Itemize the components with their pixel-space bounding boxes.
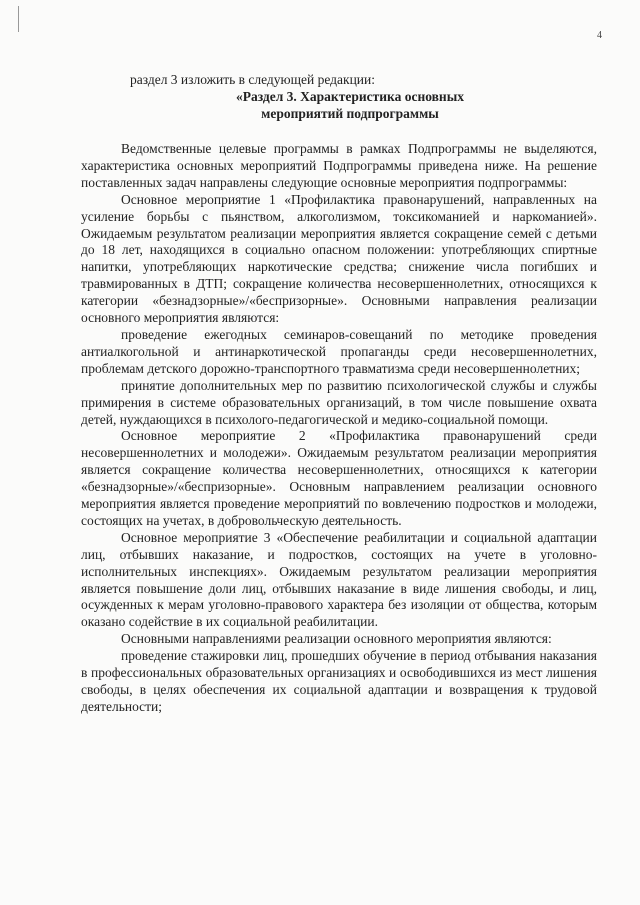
paragraph: Ведомственные целевые программы в рамках Подпрограммы не выделяются, характеристика основных мероприятий Подпрограммы приведена ниже. На решение поставленных задач направлены следующие основные мероприятия подпрограммы: xyxy=(81,141,597,190)
paragraph: проведение стажировки лиц, прошедших обучение в период отбывания наказания в профессиональных образовательных организациях и освободившихся из мест лишения свободы, в целях обеспечения их социальной адаптации и возвращения к трудовой деятельности; xyxy=(81,648,597,714)
page-number: 4 xyxy=(597,30,602,41)
section-heading xyxy=(80,88,620,122)
paragraph: принятие дополнительных мер по развитию психологической службы и службы примирения в системе образовательных организаций, в том числе повышение охвата детей, нуждающихся в психолого-педагогической и медико-социальной помощи. xyxy=(81,377,597,427)
paragraph: проведение ежегодных семинаров-совещаний по методике проведения антиалкогольной и антинаркотической пропаганды среди несовершеннолетних, проблемам детского дорожно-транспортного травматизма среди несовершеннолетних; xyxy=(81,326,597,376)
document-body xyxy=(81,141,597,716)
paragraph: Основное мероприятие 3 «Обеспечение реабилитации и социальной адаптации лиц, отбывших наказание, и подростков, состоящих на учете в уголовно-исполнительных инспекциях». Ожидаемым результатом реализации мероприятия является повышение доли лиц, отбывших наказание в виде лишения свободы, и лиц, осужденных к мерам уголовно-правового характера без изоляции от общества, которым оказано содействие в их социальной реабилитации. xyxy=(81,529,597,630)
section-heading-line-1: «Раздел 3. Характеристика основных xyxy=(235,89,465,104)
paragraph: Основное мероприятие 1 «Профилактика правонарушений, направленных на усиление борьбы с пьянством, алкоголизмом, токсикоманией и наркоманией». Ожидаемым результатом реализации мероприятия является сокращение семей с детьми до 18 лет, находящихся в социально опасном положении: употребляющих спиртные напитки, употребляющих наркотические средства; снижение числа погибших и травмированных в ДТП; сокращение количества несовершеннолетних, относящихся к категории «безнадзорные»/«беспризорные». Основными направления реализации основного мероприятия являются: xyxy=(81,191,597,326)
intro-line: раздел 3 изложить в следующей редакции: xyxy=(130,72,376,87)
margin-mark xyxy=(18,6,19,32)
paragraph: Основными направлениями реализации основного мероприятия являются: xyxy=(121,631,552,647)
section-heading-line-2: мероприятий подпрограммы xyxy=(261,106,439,121)
paragraph: Основное мероприятие 2 «Профилактика правонарушений среди несовершеннолетних и молодежи». Ожидаемым результатом реализации мероприятия является сокращение количества несовершеннолетних, относящихся к категории «безнадзорные»/«беспризорные». Основным направлением реализации основного мероприятия является проведение мероприятий по вовлечению подростков и молодежи, состоящих на учетах, в добровольческую деятельность. xyxy=(81,428,597,528)
